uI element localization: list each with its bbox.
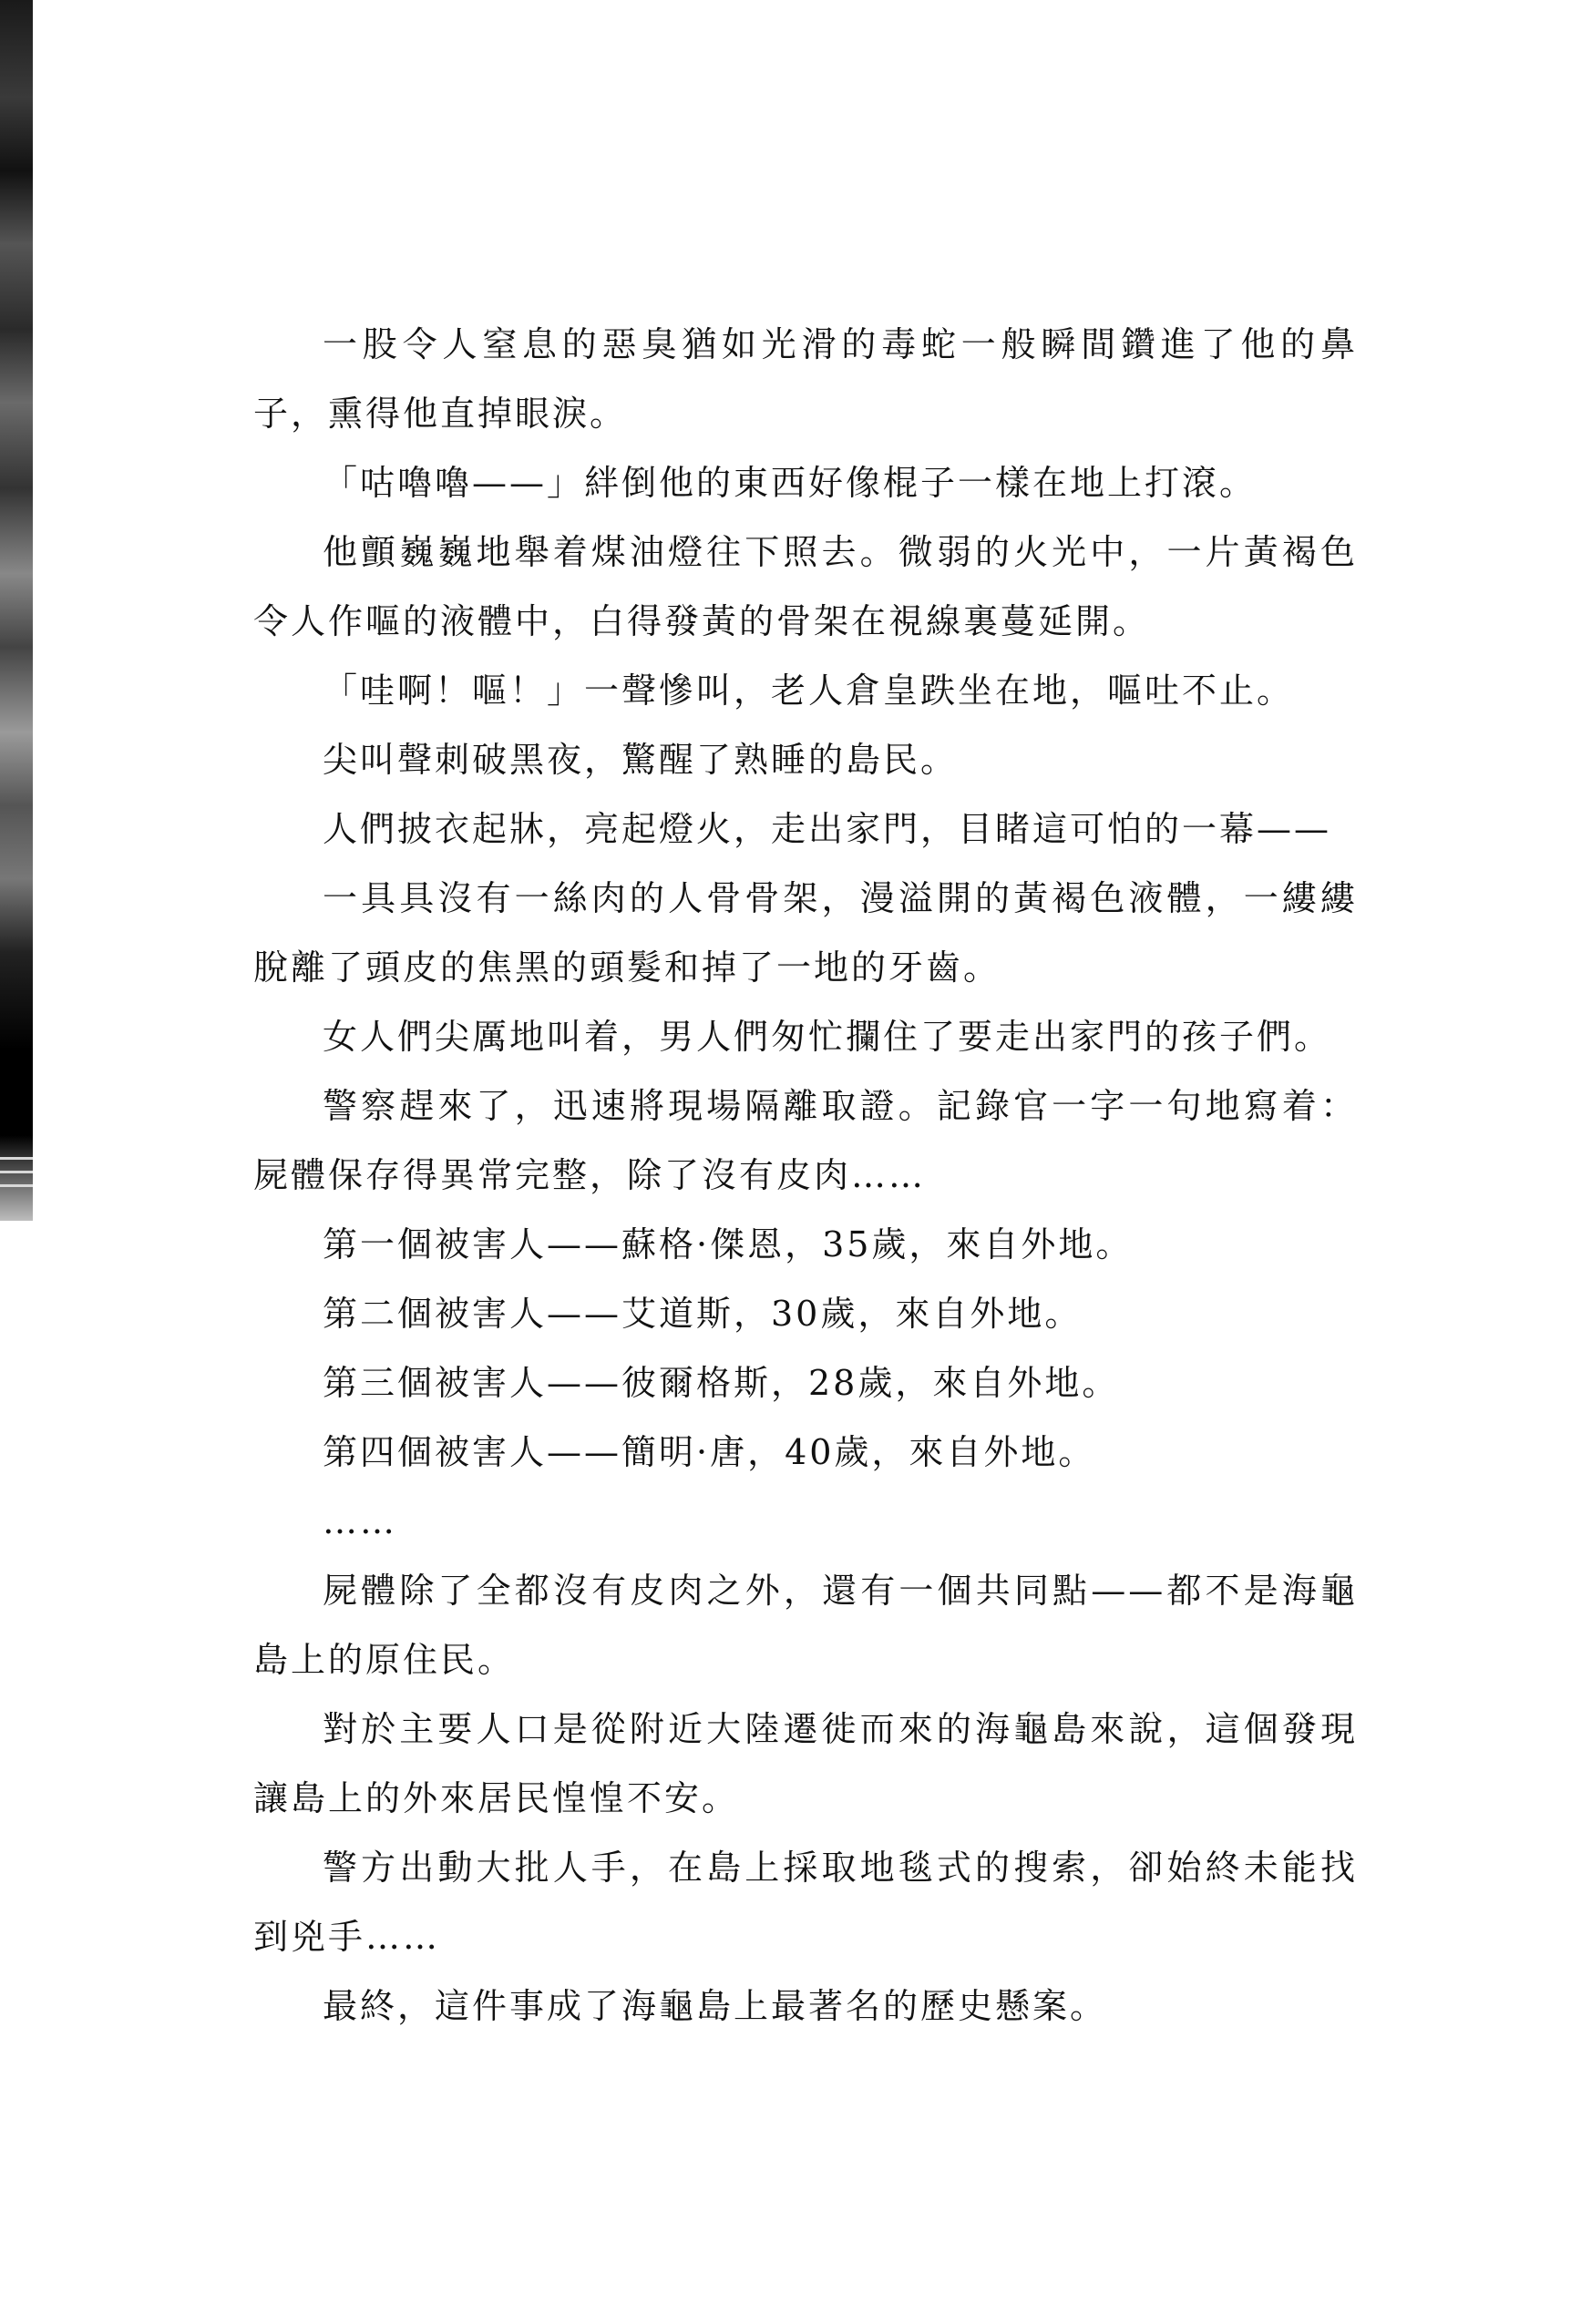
edge-streak bbox=[0, 1184, 33, 1187]
paragraph-18: 最終，這件事成了海龜島上最著名的歷史懸案。 bbox=[323, 1986, 1108, 2026]
paragraph-8: 女人們尖厲地叫着，男人們匆忙攔住了要走出家門的孩子們。 bbox=[323, 1017, 1332, 1057]
paragraph-9: 警察趕來了，迅速將現場隔離取證。記錄官一字一句地寫着：屍體保存得異常完整，除了沒有皮肉…… bbox=[253, 1086, 1358, 1195]
story-text bbox=[253, 310, 1358, 2041]
paragraph-16: 對於主要人口是從附近大陸遷徙而來的海龜島來說，這個發現讓島上的外來居民惶惶不安。 bbox=[253, 1709, 1358, 1818]
ellipsis-line: …… bbox=[323, 1501, 397, 1541]
paragraph-2: 「咕嚕嚕——」絆倒他的東西好像棍子一樣在地上打滾。 bbox=[323, 463, 1258, 503]
victim-4: 第四個被害人——簡明·唐，40歲，來自外地。 bbox=[323, 1432, 1096, 1472]
paragraph-4: 「哇啊！嘔！」一聲慘叫，老人倉皇跌坐在地，嘔吐不止。 bbox=[323, 671, 1295, 711]
victim-1: 第一個被害人——蘇格·傑恩，35歲，來自外地。 bbox=[323, 1224, 1134, 1264]
paragraph-5: 尖叫聲刺破黑夜，驚醒了熟睡的島民。 bbox=[323, 740, 959, 780]
victim-3: 第三個被害人——彼爾格斯，28歲，來自外地。 bbox=[323, 1363, 1120, 1403]
victim-2: 第二個被害人——艾道斯，30歲，來自外地。 bbox=[323, 1294, 1083, 1334]
paragraph-17: 警方出動大批人手，在島上採取地毯式的搜索，卻始終未能找到兇手…… bbox=[253, 1848, 1358, 1957]
paragraph-15: 屍體除了全都沒有皮肉之外，還有一個共同點——都不是海龜島上的原住民。 bbox=[253, 1571, 1358, 1680]
paragraph-7: 一具具沒有一絲肉的人骨骨架，漫溢開的黃褐色液體，一縷縷脫離了頭皮的焦黑的頭髮和掉了一地的牙齒。 bbox=[253, 878, 1358, 988]
page-edge-illustration bbox=[0, 0, 33, 1221]
paragraph-1: 一股令人窒息的惡臭猶如光滑的毒蛇一般瞬間鑽進了他的鼻子，熏得他直掉眼淚。 bbox=[253, 324, 1358, 434]
edge-streak bbox=[0, 1157, 33, 1160]
paragraph-6: 人們披衣起牀，亮起燈火，走出家門，目睹這可怕的一幕—— bbox=[323, 809, 1332, 849]
edge-streak bbox=[0, 1171, 33, 1173]
paragraph-3: 他顫巍巍地舉着煤油燈往下照去。微弱的火光中，一片黃褐色令人作嘔的液體中，白得發黃的骨架在視線裏蔓延開。 bbox=[253, 532, 1358, 641]
